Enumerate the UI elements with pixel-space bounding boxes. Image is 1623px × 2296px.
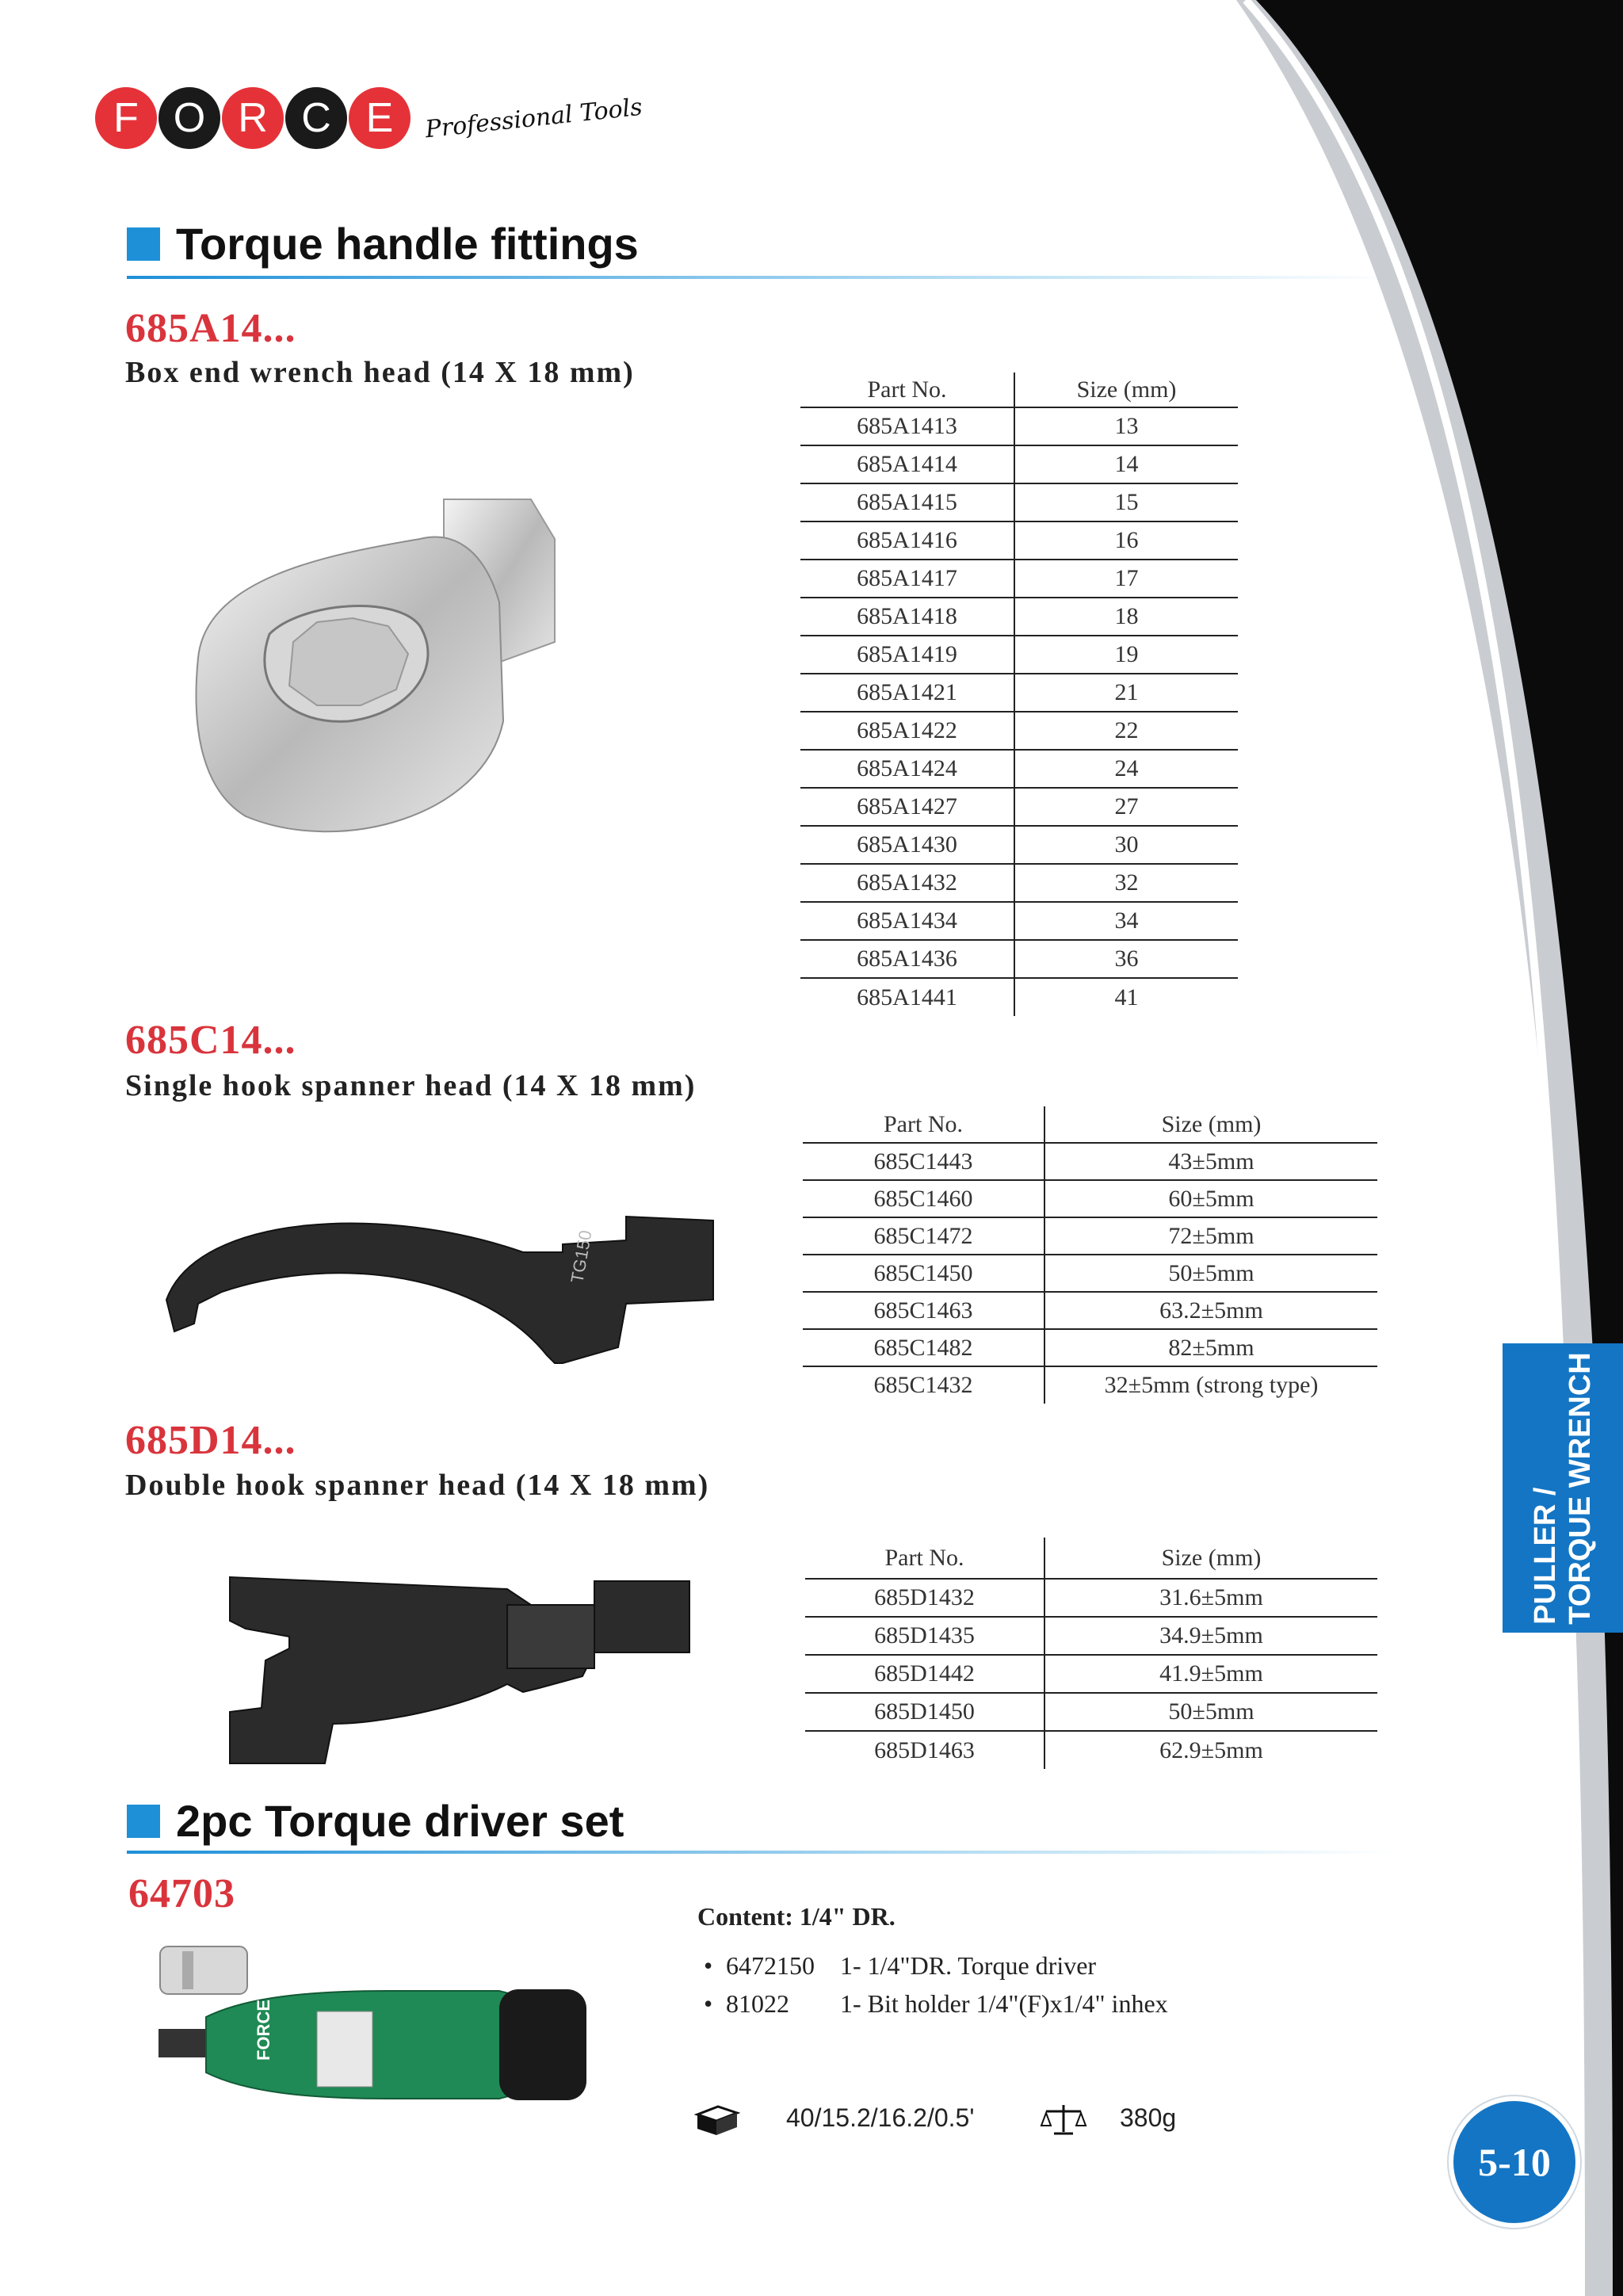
size-cell: 36 (1014, 940, 1238, 978)
table-row (803, 1366, 1377, 1404)
content-header: Content: 1/4" DR. (697, 1902, 896, 1931)
part-no-cell: 685A1432 (800, 864, 1014, 902)
part-no-cell: 685A1418 (800, 598, 1014, 636)
section-marker-icon (127, 227, 160, 261)
table-row (803, 1292, 1377, 1329)
part-no-cell: 685A1424 (800, 750, 1014, 788)
table-header-part-no: Part No. (803, 1106, 1044, 1143)
size-cell: 34 (1014, 902, 1238, 940)
size-cell: 43±5mm (1168, 1148, 1254, 1175)
logo-letter-c: C (285, 87, 347, 149)
part-no-cell: 685A1415 (800, 483, 1014, 521)
table-row (800, 788, 1238, 826)
category-side-tab (1503, 1343, 1623, 1633)
table-header-size: Size (mm) (1044, 1106, 1377, 1143)
size-cell: 32±5mm (strong type) (1044, 1366, 1377, 1404)
size-cell: 50±5mm (1044, 1693, 1377, 1731)
size-cell: 14 (1014, 445, 1238, 483)
content-item-text: 1- 1/4"DR. Torque driver (840, 1951, 1097, 1980)
size-cell: 16 (1014, 521, 1238, 560)
table-row (803, 1329, 1377, 1366)
part-no-cell: 685A1422 (800, 712, 1014, 750)
tool-stamp-text: TG150 (567, 1228, 596, 1285)
table-row (800, 636, 1238, 674)
section-marker-icon (127, 1805, 160, 1838)
table-header-part-no: Part No. (800, 372, 1014, 407)
part-no-cell: 685C1450 (803, 1255, 1044, 1292)
bullet-icon: • (704, 1951, 713, 1980)
table-row (803, 1255, 1377, 1292)
side-tab-line-2: TORQUE WRENCH (1564, 1351, 1597, 1625)
part-no-cell: 685C1460 (803, 1180, 1044, 1217)
spec-table-685d14 (805, 1538, 1377, 1769)
part-no-cell: 685C1432 (803, 1366, 1044, 1404)
part-no-cell: 685A1416 (800, 521, 1014, 560)
part-no-cell: 685A1434 (800, 902, 1014, 940)
part-no-cell: 685D1450 (805, 1693, 1044, 1731)
part-no-cell: 685A1421 (800, 674, 1014, 712)
size-cell: 19 (1014, 636, 1238, 674)
table-row (800, 674, 1238, 712)
product-code-685c14: 685C14... (125, 1018, 296, 1063)
size-cell: 30 (1014, 826, 1238, 864)
content-item (704, 1951, 1096, 1981)
section-title-text: 2pc Torque driver set (176, 1796, 624, 1846)
torque-driver-set-image (151, 1942, 594, 2116)
part-no-cell: 685A1413 (800, 407, 1014, 445)
weight-scale-icon (1040, 2102, 1087, 2138)
part-no-cell: 685A1427 (800, 788, 1014, 826)
table-row (800, 598, 1238, 636)
section-underline (127, 276, 1395, 279)
size-cell: 27 (1014, 788, 1238, 826)
size-cell: 50±5mm (1044, 1255, 1377, 1292)
size-cell: 22 (1014, 712, 1238, 750)
table-row (800, 902, 1238, 940)
single-hook-spanner-image (151, 1165, 729, 1379)
table-row (800, 483, 1238, 521)
logo-letter-o: O (158, 87, 220, 149)
part-no-cell: 685C1472 (803, 1217, 1044, 1255)
size-cell: 60±5mm (1044, 1180, 1377, 1217)
size-cell: 13 (1114, 413, 1139, 439)
size-cell: 72±5mm (1044, 1217, 1377, 1255)
table-row (805, 1617, 1377, 1655)
product-weight: 380g (1120, 2103, 1177, 2132)
package-dimensions: 40/15.2/16.2/0.5' (786, 2103, 975, 2132)
section-title-torque-driver-set (127, 1795, 624, 1847)
product-code-685d14: 685D14... (125, 1418, 296, 1463)
content-item-part: 81022 (726, 1989, 789, 2018)
logo-letter-e: E (349, 87, 411, 149)
page-number-badge: 5-10 (1449, 2096, 1580, 2228)
size-cell: 24 (1014, 750, 1238, 788)
bullet-icon: • (704, 1989, 713, 2018)
content-item-part: 6472150 (726, 1951, 815, 1980)
product-description-685c14: Single hook spanner head (14 X 18 mm) (125, 1069, 697, 1102)
side-tab-line-1: PULLER / (1529, 1487, 1562, 1625)
table-row (805, 1731, 1377, 1769)
product-description-685a14: Box end wrench head (14 X 18 mm) (125, 356, 635, 389)
part-no-cell: 685A1436 (800, 940, 1014, 978)
table-row (800, 826, 1238, 864)
table-row (800, 445, 1238, 483)
table-row (803, 1217, 1377, 1255)
table-row (800, 750, 1238, 788)
section-title-text: Torque handle fittings (176, 219, 639, 269)
table-header-size: Size (mm) (1044, 1538, 1377, 1579)
part-no-cell: 685D1432 (805, 1579, 1044, 1617)
product-description-685d14: Double hook spanner head (14 X 18 mm) (125, 1469, 710, 1502)
part-no-cell: 685C1463 (803, 1292, 1044, 1329)
part-no-cell: 685C1482 (803, 1329, 1044, 1366)
table-row (800, 978, 1238, 1016)
size-cell: 15 (1014, 483, 1238, 521)
table-row (800, 864, 1238, 902)
table-header-part-no: Part No. (805, 1538, 1044, 1579)
table-row (800, 521, 1238, 560)
table-row (805, 1693, 1377, 1731)
box-end-wrench-head-image (182, 483, 705, 864)
size-cell: 63.2±5mm (1044, 1292, 1377, 1329)
section-title-torque-handle-fittings (127, 218, 639, 269)
size-cell: 31.6±5mm (1159, 1584, 1263, 1610)
part-no-cell: 685D1463 (805, 1731, 1044, 1769)
table-row (803, 1180, 1377, 1217)
product-code-64703: 64703 (128, 1871, 235, 1916)
size-cell: 34.9±5mm (1044, 1617, 1377, 1655)
table-row (800, 560, 1238, 598)
driver-brand-text: FORCE (254, 2000, 273, 2061)
content-item-text: 1- Bit holder 1/4"(F)x1/4" inhex (840, 1989, 1168, 2018)
table-row (800, 712, 1238, 750)
size-cell: 18 (1014, 598, 1238, 636)
content-item (704, 1989, 1168, 2019)
logo-letter-f: F (95, 87, 157, 149)
logo-tagline: Professional Tools (423, 93, 644, 143)
part-no-cell: 685A1430 (800, 826, 1014, 864)
size-cell: 41.9±5mm (1044, 1655, 1377, 1693)
table-row (805, 1655, 1377, 1693)
part-no-cell: 685C1443 (803, 1143, 1044, 1180)
side-tab-label (1528, 1352, 1598, 1624)
part-no-cell: 685D1435 (805, 1617, 1044, 1655)
size-cell: 21 (1014, 674, 1238, 712)
package-box-icon (694, 2103, 740, 2138)
table-row (805, 1579, 1377, 1617)
size-cell: 17 (1014, 560, 1238, 598)
table-row (800, 940, 1238, 978)
size-cell: 82±5mm (1044, 1329, 1377, 1366)
spec-table-685a14 (800, 372, 1238, 1016)
force-logo (95, 83, 643, 153)
size-cell: 32 (1014, 864, 1238, 902)
part-no-cell: 685A1419 (800, 636, 1014, 674)
part-no-cell: 685A1441 (800, 978, 1014, 1016)
size-cell: 41 (1014, 978, 1238, 1016)
spec-table-685c14 (803, 1106, 1377, 1404)
part-no-cell: 685D1442 (805, 1655, 1044, 1693)
table-row (803, 1143, 1377, 1180)
section-underline (127, 1851, 1395, 1854)
table-row (800, 407, 1238, 445)
product-code-685a14: 685A14... (125, 306, 296, 351)
table-header-size: Size (mm) (1014, 372, 1238, 407)
part-no-cell: 685A1417 (800, 560, 1014, 598)
logo-letter-r: R (222, 87, 284, 149)
size-cell: 62.9±5mm (1044, 1731, 1377, 1769)
part-no-cell: 685A1414 (800, 445, 1014, 483)
double-hook-spanner-image (222, 1573, 713, 1771)
